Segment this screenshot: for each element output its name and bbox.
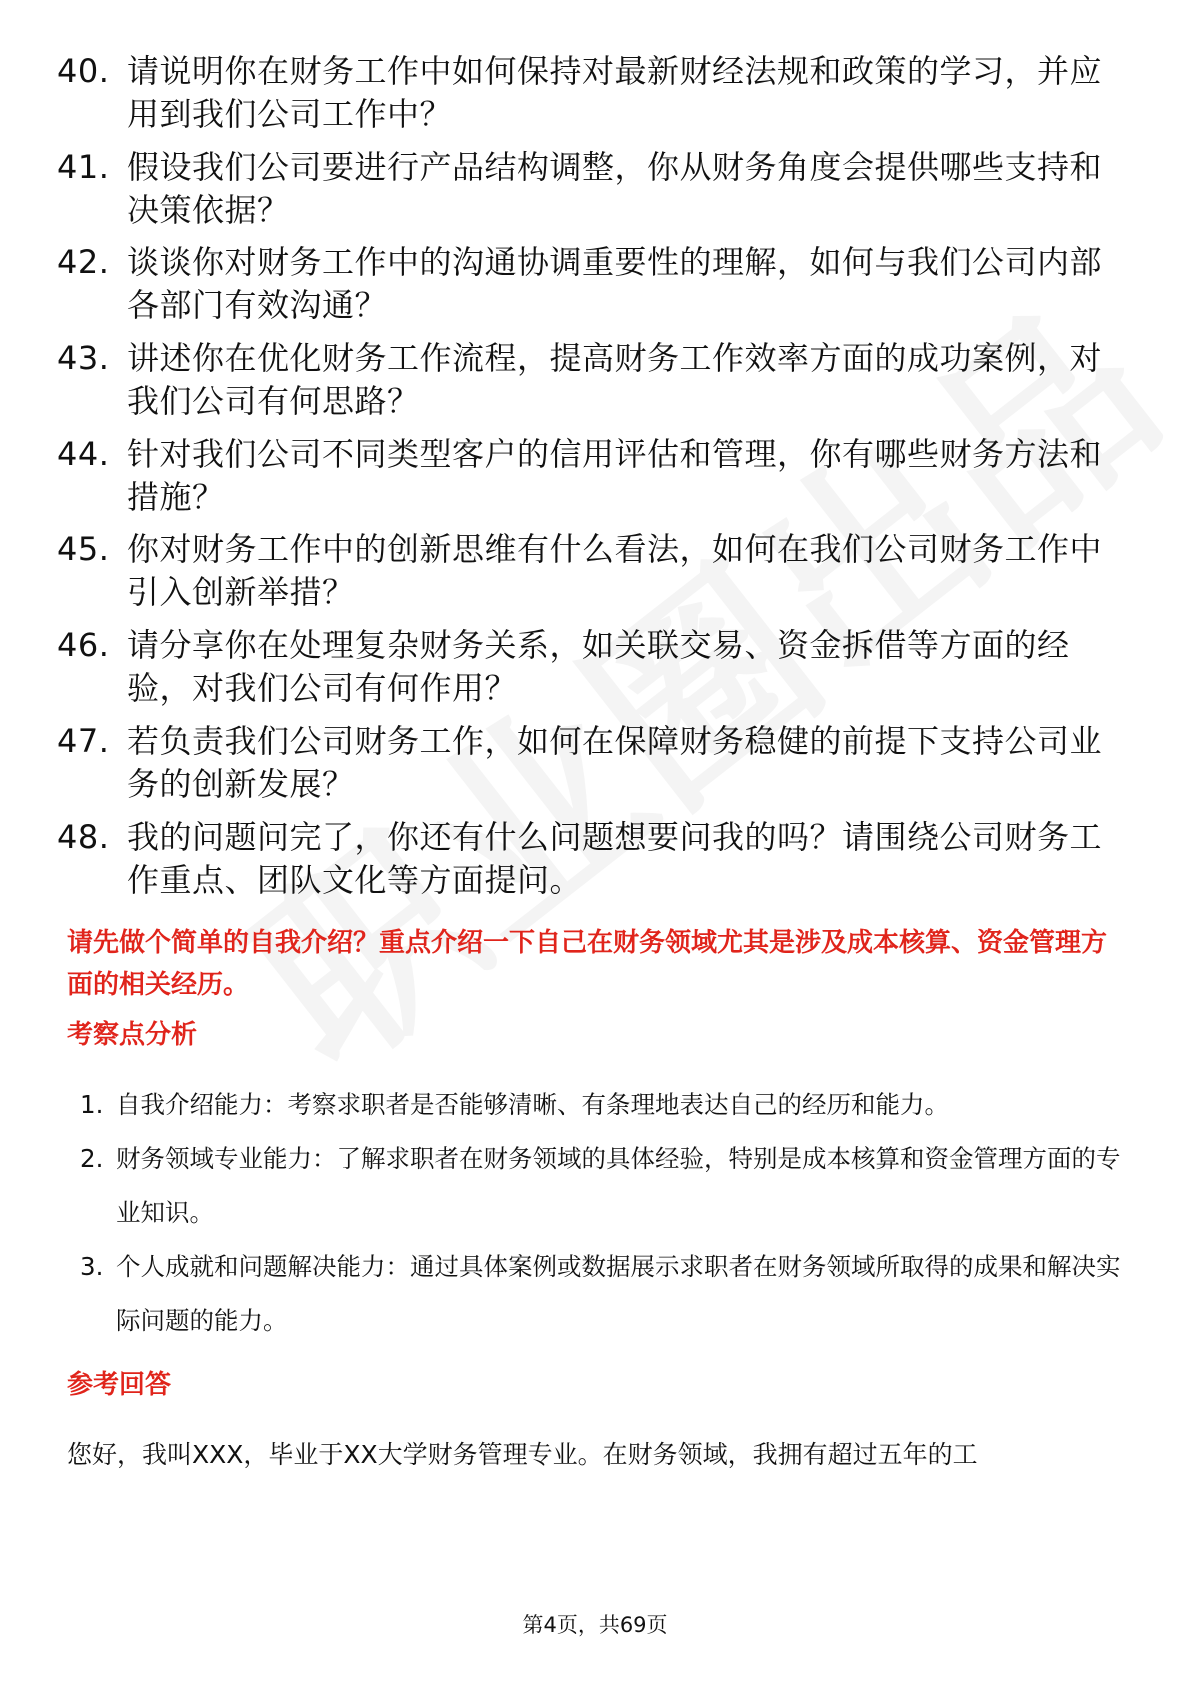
analysis-text: 财务领域专业能力：了解求职者在财务领域的具体经验，特别是成本核算和资金管理方面的专业知识。	[116, 1144, 1121, 1227]
analysis-number: 2.	[80, 1144, 104, 1173]
answer-paragraph: 您好，我叫XXX，毕业于XX大学财务管理专业。在财务领域，我拥有超过五年的工	[67, 1440, 978, 1469]
question-text: 针对我们公司不同类型客户的信用评估和管理，你有哪些财务方法和措施？	[127, 434, 1103, 516]
analysis-item	[80, 1132, 1135, 1240]
question-text: 讲述你在优化财务工作流程，提高财务工作效率方面的成功案例，对我们公司有何思路？	[127, 339, 1103, 421]
question-text: 谈谈你对财务工作中的沟通协调重要性的理解，如何与我们公司内部各部门有效沟通？	[127, 243, 1103, 325]
analysis-item	[80, 1240, 1135, 1348]
question-number: 47.	[57, 721, 110, 760]
question-item	[57, 624, 1132, 710]
question-text: 你对财务工作中的创新思维有什么看法，如何在我们公司财务工作中引入创新举措？	[127, 530, 1103, 612]
analysis-number: 3.	[80, 1252, 104, 1281]
question-number: 44.	[57, 434, 110, 473]
analysis-number: 1.	[80, 1090, 104, 1119]
question-item	[57, 720, 1132, 806]
analysis-item	[80, 1078, 1135, 1132]
question-list	[57, 50, 1132, 911]
analysis-text: 自我介绍能力：考察求职者是否能够清晰、有条理地表达自己的经历和能力。	[116, 1090, 949, 1119]
page-footer: 第4页，共69页	[522, 1613, 668, 1637]
question-text: 我的问题问完了，你还有什么问题想要问我的吗？请围绕公司财务工作重点、团队文化等方面提问。	[127, 817, 1103, 899]
question-item	[57, 50, 1132, 136]
question-text: 请分享你在处理复杂财务关系，如关联交易、资金拆借等方面的经验，对我们公司有何作用？	[127, 626, 1070, 708]
question-item	[57, 816, 1132, 902]
question-item	[57, 528, 1132, 614]
question-item	[57, 337, 1132, 423]
analysis-text: 个人成就和问题解决能力：通过具体案例或数据展示求职者在财务领域所取得的成果和解决实际问题的能力。	[116, 1252, 1121, 1335]
analysis-heading: 考察点分析	[67, 1020, 198, 1050]
question-number: 41.	[57, 147, 110, 186]
question-number: 46.	[57, 626, 110, 665]
analysis-list	[80, 1078, 1135, 1348]
question-text: 请说明你在财务工作中如何保持对最新财经法规和政策的学习，并应用到我们公司工作中？	[127, 52, 1103, 133]
question-item	[57, 146, 1132, 232]
featured-question: 请先做个简单的自我介绍？重点介绍一下自己在财务领域尤其是涉及成本核算、资金管理方面的相关经历。	[67, 928, 1108, 1000]
question-text: 假设我们公司要进行产品结构调整，你从财务角度会提供哪些支持和决策依据？	[127, 147, 1103, 229]
question-item	[57, 241, 1132, 327]
question-number: 45.	[57, 530, 110, 569]
question-number: 42.	[57, 243, 110, 282]
question-item	[57, 433, 1132, 519]
answer-heading: 参考回答	[67, 1370, 172, 1400]
question-text: 若负责我们公司财务工作，如何在保障财务稳健的前提下支持公司业务的创新发展？	[127, 721, 1103, 803]
question-number: 43.	[57, 339, 110, 378]
question-number: 48.	[57, 817, 110, 856]
question-number: 40.	[57, 52, 110, 90]
